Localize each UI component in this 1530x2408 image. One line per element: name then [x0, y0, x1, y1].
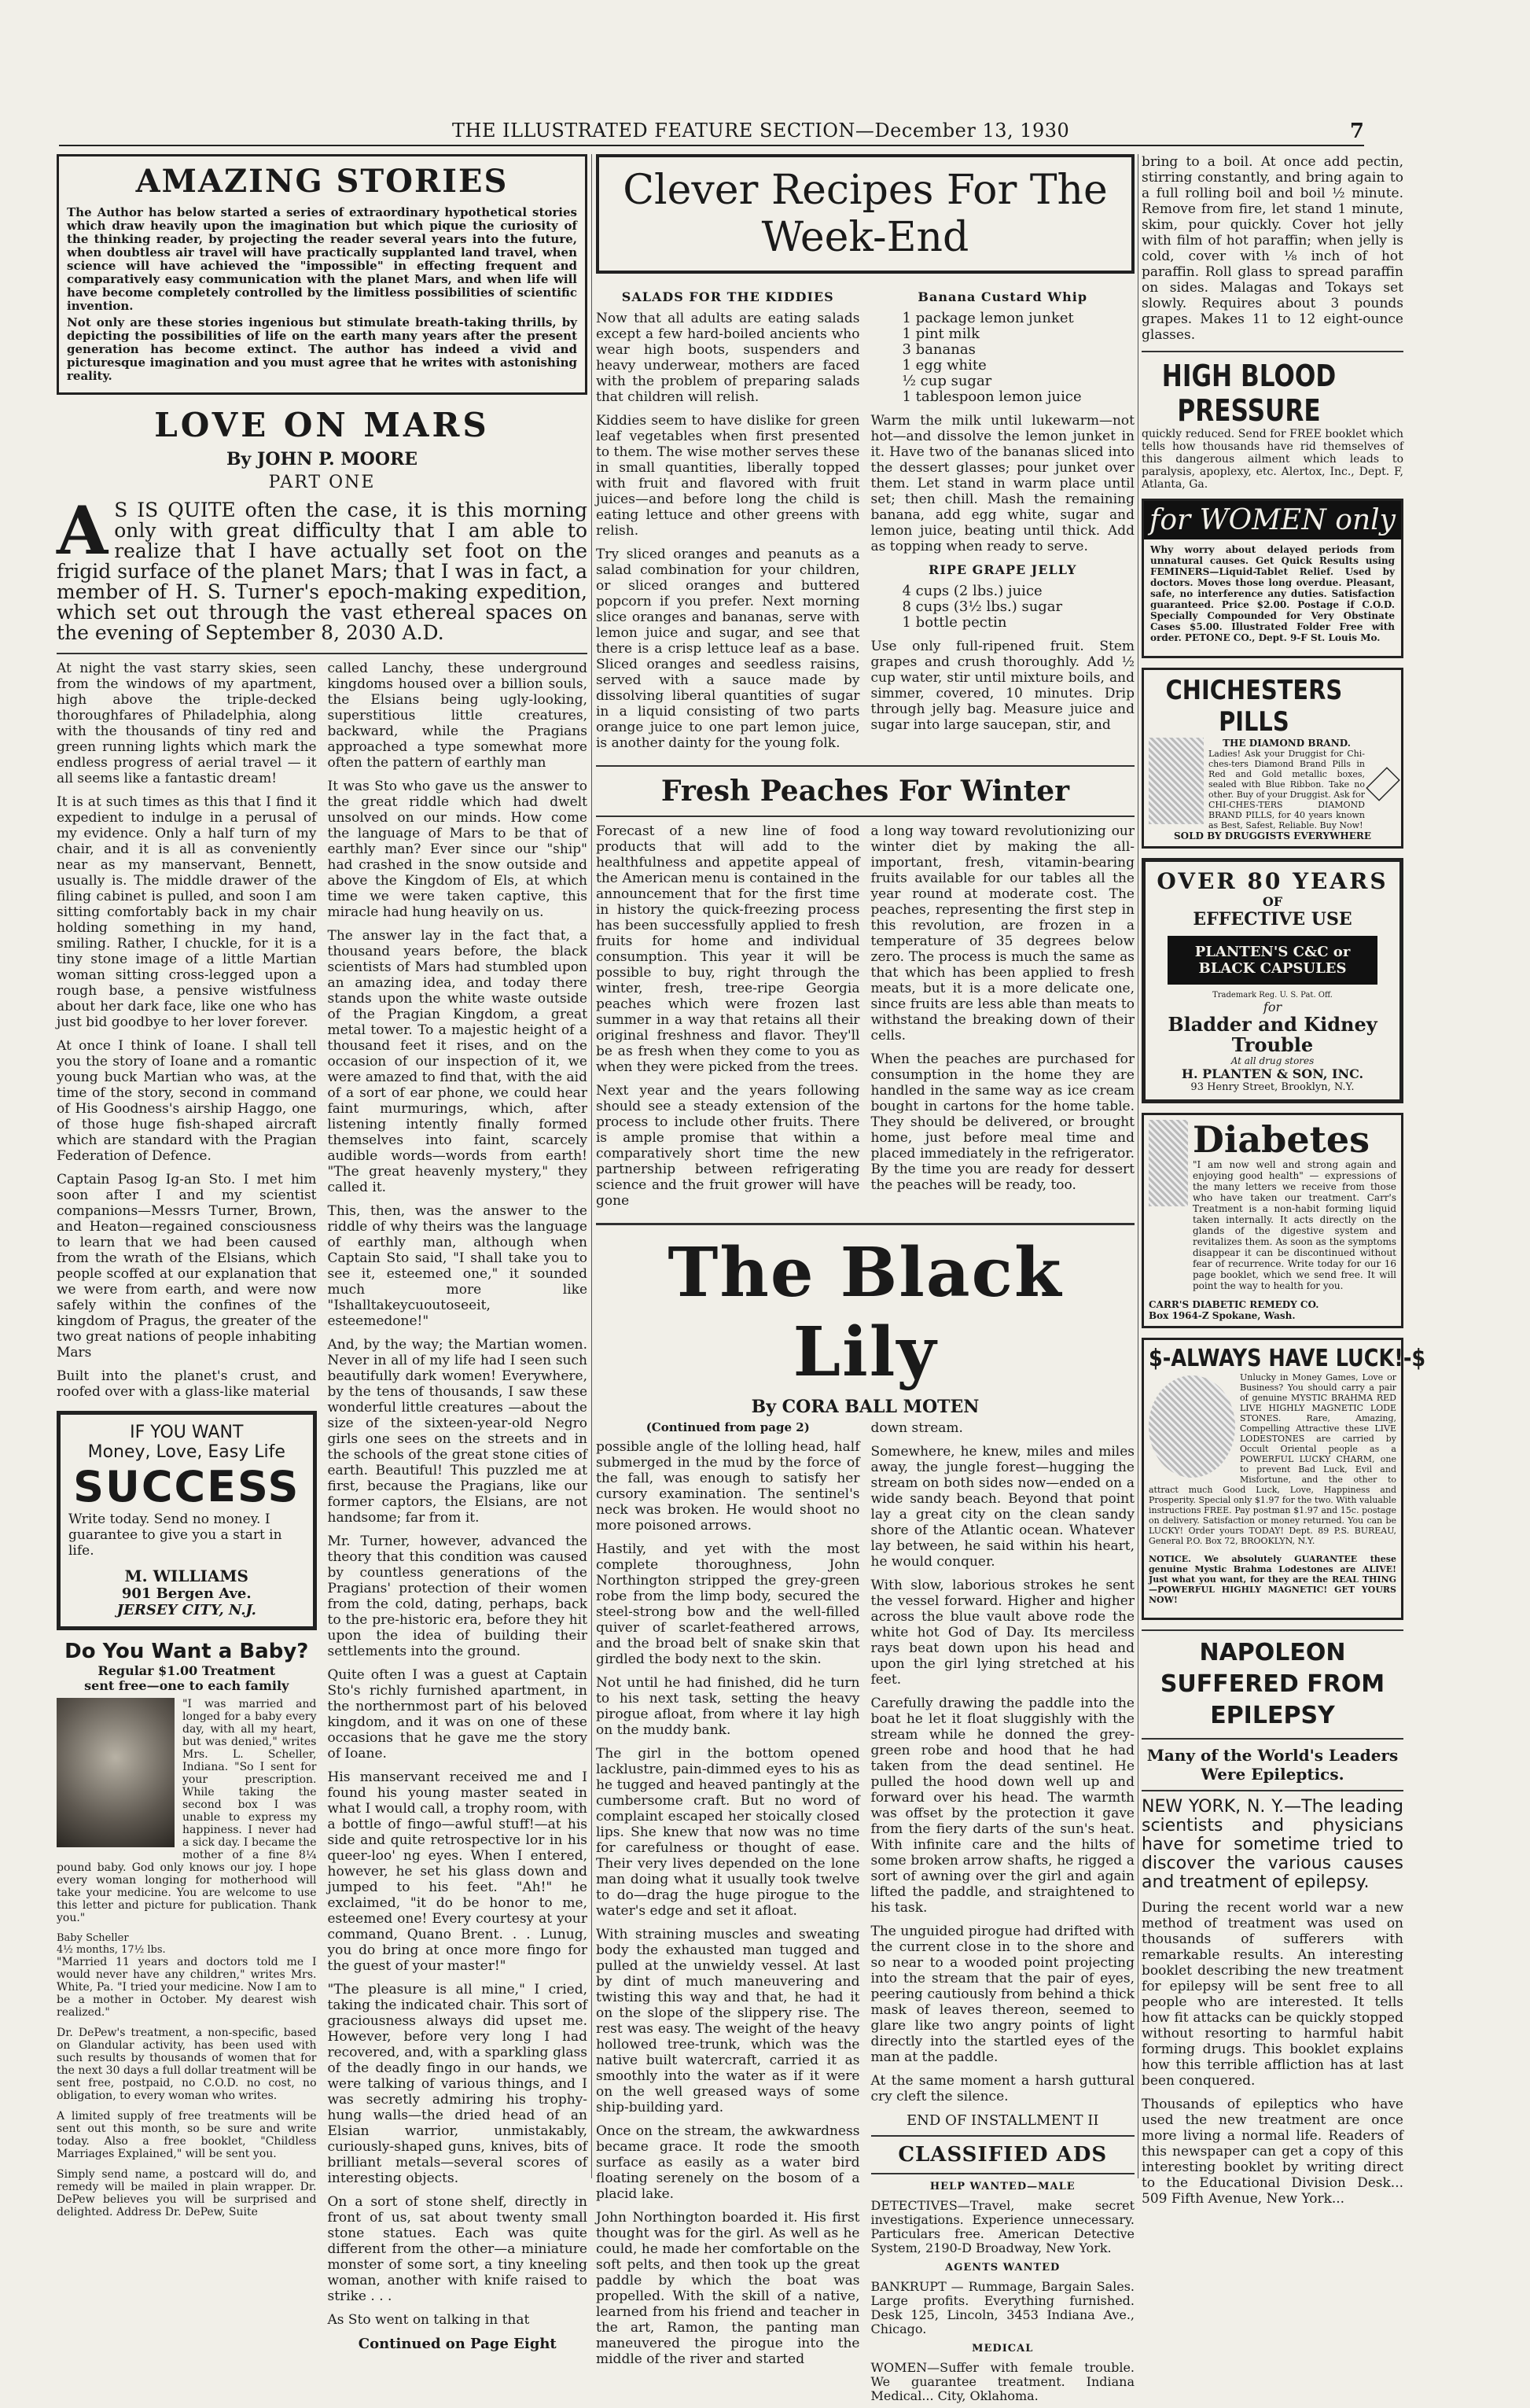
amazing-intro-2: Not only are these stories ingenious but stimulate breath-taking thrills, by depicting the possibilities of life on the earth many years after the present generation has become extinct. The author has indeed a vivid and picturesque imagination and you must agree that he writes with astonishing reality.: [67, 315, 577, 383]
diabetes-ad: [1142, 1113, 1403, 1328]
recipe-paragraph: Try sliced oranges and peanuts as a salad combination for your children, or sliced oranges and buttered popcorn if you prefer. Next morning slice oranges and bananas, serve with lemon juice and sugar, and see that there is a crisp lettuce leaf as a base. Sliced oranges and seedless raisins, served with a sauce made by dissolving liberal quantities of sugar in a liquid consisting of two parts orange juice to one part lemon juice, is another dainty for the young folk.: [596, 547, 860, 751]
classified-heading: HELP WANTED—MALE: [929, 2181, 1076, 2193]
baby-ad-p3: Dr. DePew's treatment, a non-specific, based on Glandular activity, has been used with such results by thousands of women that for the next 30 days a full dollar treatment will be sent free, postpaid, no C.O.D. no cost, no obligation, to every woman who writes.: [57, 2027, 317, 2102]
women-ad: [1142, 499, 1403, 658]
recipes-title: Clever Recipes For The Week-End: [623, 167, 1108, 261]
lily-left: [596, 1420, 860, 2408]
drop-cap: A: [57, 492, 108, 569]
diabetes-address: Box 1964-Z Spokane, Wash.: [1149, 1310, 1296, 1321]
baby-ad-p2: "Married 11 years and doctors told me I would never have any children," writes Mrs. White, Pa. "I tried your medicine. Now I am to be a mother in October. My dearest wish realized.": [57, 1956, 317, 2019]
story-paragraph: "The pleasure is all mine," I cried, taking the indicated chair. This sort of graciousness always did upset me. However, before very long I had recovered, and, with a sparkling glass of the deadly fingo in our hands, we were talking of various things, and I was secretly admiring his trophy-hung walls—the dried head of an Elsian warrior, unmistakably, curiously-shaped guns, knives, bits of brilliant metals—several scores of interesting objects.: [327, 1982, 587, 2186]
women-ad-text: Why worry about delayed periods from unnatural causes. Get Quick Results using FEMINERS—Liquid-Tablet Relief. Used by doctors. Moves those long overdue. Pleasant, safe, no interference any duties. Satisfaction guaranteed. Price $2.00. Postage if C.O.D. Specially Compounded for Very Obstinate Cases $5.00. Illustrated Folder Free with order. PETONE CO., Dept. 9-F St. Louis Mo.: [1150, 544, 1395, 643]
ingredient: 4 cups (2 lbs.) juice: [902, 583, 1043, 599]
story-paragraph: called Lanchy, these underground kingdoms housed over a billion souls, the Elsians being ugly-looking, superstitious little creatures, backward, while the Pragians approached a type somewhat more often the pattern of earthly man: [327, 661, 587, 771]
story-title: LOVE ON MARS: [154, 406, 490, 444]
chichesters-footer: SOLD BY DRUGGISTS EVERYWHERE: [1173, 830, 1372, 841]
success-ad-big: SUCCESS: [73, 1462, 300, 1511]
peaches-paragraph: a long way toward revolutionizing our winter diet by making the all-important, fresh, vitamin-bearing fruits available for our tables all the year round at moderate cost. The peaches, representing the first step in this revolution, are frozen in a temperature of 35 degrees below zero. The process is much the same as that which has been applied to fresh meats, but it is a more delicate one, since fruits are less able than meats to withstand the breaking down of their cells.: [870, 823, 1135, 1044]
baby-ad-sub1: Regular $1.00 Treatment: [97, 1663, 276, 1678]
blood-pressure-ad: [1142, 359, 1403, 491]
plantens-cure: Bladder and Kidney Trouble: [1168, 1013, 1377, 1056]
women-ad-title: for WOMEN only: [1144, 501, 1401, 539]
diabetes-title: Diabetes: [1193, 1118, 1370, 1161]
plantens-address: 93 Henry Street, Brooklyn, N.Y.: [1190, 1081, 1355, 1093]
peaches-paragraph: Forecast of a new line of food products that will add to the healthfulness and appetite appeal of the American menu is contained in the announcement that for the first time in history the quick-freezing process has been successfully applied to fresh fruits for home and individual consumption. This year it will be possible to buy, right through the winter, fresh, tree-ripe Georgia peaches which were frozen last summer in a way that retains all their original freshness and flavor. They'll be as fresh when they come to you as when they were picked from the trees.: [596, 823, 860, 1075]
story-paragraph: On a sort of stone shelf, directly in front of us, sat about twenty small stone statues. Each was quite different from the other—a miniature monster of some sort, a tiny kneeling woman, another with knife raised to strike . . .: [327, 2194, 587, 2304]
blood-pressure-title: HIGH BLOOD PRESSURE: [1161, 359, 1337, 428]
column-middle: [596, 154, 1135, 2403]
peaches-left: [596, 823, 860, 1217]
lily-title: The Black Lily: [668, 1233, 1063, 1392]
success-ad-address2: JERSEY CITY, N.J.: [116, 1602, 256, 1618]
plantens-ad: [1142, 858, 1403, 1103]
story-continued: Continued on Page Eight: [358, 2336, 557, 2352]
plantens-company: H. PLANTEN & SON, INC.: [1181, 1066, 1364, 1081]
lily-paragraph: Not until he had finished, did he turn to his next task, setting the heavy pirogue afloat, from where it lay high on the muddy bank.: [596, 1675, 860, 1738]
napoleon-paragraph: During the recent world war a new method of treatment was used on thousands of sufferers with remarkable results. An interesting booklet describing the new treatment for epilepsy will be sent free to all people who are interested. It tells how fit attacks can be quickly stopped without resorting to harmful habit forming drugs. This booklet explains how this terrible affliction has at last been conquered.: [1142, 1900, 1403, 2089]
baby-ad-sub2: sent free—one to each family: [84, 1678, 289, 1693]
story-paragraph: Built into the planet's crust, and roofed over with a glass-like material: [57, 1368, 317, 1400]
luck-text: Unlucky in Money Games, Love or Business? You should carry a pair of genuine MYSTIC BRAHMA RED LIVE HIGHLY MAGNETIC LODE STONES. Rare, Amazing, Compelling Attractive these LIVE LODESTONES are carried by Occult Oriental people as a POWERFUL LUCKY CHARM, one to prevent Bad Luck, Evil and Misfortune, and the other to attract much Good Luck, Love, Happiness and Prosperity. Special only $1.97 for the two. With valuable instructions FREE. Pay postman $1.97 and 15c. postage on delivery. Satisfaction or money returned. You can be LUCKY! Order yours TODAY! Dept. 89 P.S. BUREAU, General P.O. Box 72, BROOKLYN, N.Y.: [1149, 1372, 1396, 1546]
story-body-left: [57, 661, 317, 2352]
ingredient: 1 tablespoon lemon juice: [902, 388, 1082, 405]
success-ad-body: Write today. Send no money. I guarantee to give you a start in life.: [68, 1511, 282, 1559]
peaches-right: [871, 823, 1135, 1217]
jelly-continued-text: bring to a boil. At once add pectin, stirring constantly, and bring again to a full rolling boil and boil ½ minute. Remove from fire, let stand 1 minute, skim, pour quickly. Cover hot jelly with film of hot paraffin; when jelly is cold, cover with ⅛ inch of hot paraffin. Roll glass to spread paraffin on sides. Malagas and Tokays set slowly. Requires about 3 pounds grapes. Makes 11 to 12 eight-ounce glasses.: [1142, 154, 1403, 343]
recipes-body: [596, 283, 1135, 759]
diamond-icon: [1366, 767, 1400, 801]
lily-continued: (Continued from page 2): [645, 1420, 810, 1434]
baby-ad-p4: A limited supply of free treatments will be sent out this month, so be sure and write today. Also a free booklet, "Childless Marriages Explained," will be sent you.: [57, 2110, 317, 2160]
story-paragraph: Mr. Turner, however, advanced the theory that this condition was caused by countless generations of the Pragians' protection of their women from the cold, dating, perhaps, back to the pre-historic era, before they hit upon the idea of building their settlements into the ground.: [327, 1534, 587, 1659]
napoleon-lead: NEW YORK, N. Y.—The leading scientists and physicians have for sometime tried to discover the various causes and treatment of epilepsy.: [1142, 1797, 1403, 1892]
lily-end: END OF INSTALLMENT II: [907, 2112, 1099, 2129]
lily-body: [596, 1420, 1135, 2408]
diabetes-text: "I am now well and strong again and enjoying good health" — expressions of the many letters we receive from those who have taken our treatment. Carr's Treatment is a non-habit forming liquid taken internally. It acts directly on the glands of the digestive system and revitalizes them. As soon as the symptoms disappear it can be discontinued without fear of recurrence. Write today for our 16 page booklet, which we send free. It will point the way to health for you.: [1193, 1159, 1396, 1291]
ingredient: 1 pint milk: [902, 326, 980, 342]
ingredient: 8 cups (3½ lbs.) sugar: [902, 598, 1063, 615]
story-paragraph: His manservant received me and I found his young master seated in what I would call, a trophy room, with a bottle of fingo—awful stuff!—at his side and quite retrospective lor in his queer-loo' ng eyes. When I entered, however, he set his glass down and jumped to his feet. "Ah!" he exclaimed, "it do be honor to me, esteemed one! Every courtesy at your command, Quano Brent. . . Lunug, you do bring at once more fingo for the guest of your master!": [327, 1769, 587, 1974]
woman-portrait: [1149, 738, 1204, 824]
column-right: [1142, 154, 1426, 2207]
plantens-stores: At all drug stores: [1230, 1055, 1315, 1066]
jelly-text: Use only full-ripened fruit. Stem grapes and crush thoroughly. Add ½ cup water, stir until mixture boils, and simmer, covered, 10 minutes. Drip through jelly bag. Measure juice and sugar into large saucepan, stir, and: [870, 639, 1135, 733]
baby-ad: [57, 1640, 317, 2218]
ingredient: 1 egg white: [902, 357, 987, 374]
peaches-title: Fresh Peaches For Winter: [660, 775, 1070, 808]
story-paragraph: It was Sto who gave us the answer to the great riddle which had dwelt unsolved on our minds. How come the language of Mars to be that of earthly man? Ever since our "ship" had crashed in the snow outside and above the Kingdom of Els, at which time we were taken captive, this miracle had hung heavily on us.: [327, 779, 587, 920]
story-lede: [57, 492, 587, 644]
lily-paragraph: The girl in the bottom opened lacklustre, pain-dimmed eyes to his as he tugged and heaved pantingly at the cumbersome craft. But no word of complaint escaped her stoically closed lips. She knew that now was no time for carefulness or thought of ease. Their very lives depended on the lone man doing what it usually took twelve to do—drag the huge pirogue to the water's edge and set it afloat.: [596, 1746, 860, 1919]
classified-heading: MEDICAL: [972, 2343, 1034, 2355]
chichesters-title: CHICHESTERS PILLS: [1165, 675, 1343, 738]
page-header: [59, 120, 1364, 146]
plantens-sub: OF: [1262, 894, 1283, 909]
luck-notice: NOTICE. We absolutely GUARANTEE these genuine Mystic Brahma Lodestones are ALIVE! Just what you want, for they are the REAL THING—POWERFUL HIGHLY MAGNETIC! GET YOURS NOW!: [1149, 1554, 1396, 1605]
baby-ad-title: Do You Want a Baby?: [64, 1640, 309, 1663]
recipes-right: [871, 283, 1135, 759]
classified-item: WOMEN—Suffer with female trouble. We guarantee treatment. Indiana Medical... City, Oklahoma.: [870, 2360, 1135, 2403]
lily-right: [871, 1420, 1135, 2408]
amazing-stories-box: [57, 154, 587, 395]
recipes-left: [596, 283, 860, 759]
napoleon-article: [1142, 1637, 1403, 2207]
baby-ad-p5: Simply send name, a postcard will do, and remedy will be mailed in plain wrapper. Dr. DePew believes you will be surprised and delighted. Address Dr. DePew, Suite: [57, 2168, 317, 2218]
classified-title: CLASSIFIED ADS: [898, 2143, 1108, 2167]
story-part: PART ONE: [268, 473, 376, 492]
story-paragraph: Captain Pasog Ig-an Sto. I met him soon after I and my scientist companions—Messrs Turner, Brown, and Heaton—regained consciousness to learn that we had been caused from the wrath of the Elsians, which people scoffed at our explanation that we were from earth, and were now safely within the confines of the kingdom of Pragus, the greater of the two great nations of people inhabiting Mars: [57, 1172, 317, 1360]
amazing-stories-title: AMAZING STORIES: [135, 163, 509, 200]
ingredient: 1 package lemon junket: [902, 310, 1074, 326]
page-number: 7: [1349, 120, 1364, 143]
plantens-tm: Trademark Reg. U. S. Pat. Off.: [1212, 991, 1333, 1000]
story-paragraph: As Sto went on talking in that: [327, 2312, 530, 2328]
chichesters-sub: THE DIAMOND BRAND.: [1223, 738, 1351, 749]
lily-paragraph: John Northington boarded it. His first thought was for the girl. As well as he could, he made her comfortable on the soft pelts, and then took up the great paddle by which the boat was propelled. With the skill of a native, learned from his friend and teacher in the art, Ramon, the panting man maneuvered the pirogue into the middle of the river and started: [596, 2210, 860, 2367]
bottle-icon: [1149, 1120, 1188, 1206]
baby-photo: [57, 1698, 175, 1847]
plantens-line: EFFECTIVE USE: [1193, 909, 1352, 930]
recipes-title-box: [596, 154, 1135, 274]
baby-caption-1: Baby Scheller: [57, 1932, 129, 1944]
classified-item: DETECTIVES—Travel, make secret investigations. Experience unnecessary. Particulars free. American Detective System, 2190-D Broadway, New York.: [870, 2198, 1135, 2255]
story-paragraph: At night the vast starry skies, seen from the windows of my apartment, high above the triple-decked thoroughfares of Philadelphia, along with the thousands of tiny red and green running lights which mark the endless progress of aerial travel — it all seems like a fantastic dream!: [57, 661, 317, 786]
lily-paragraph: Somewhere, he knew, miles and miles away, the jungle forest—hugging the stream on both sides now—ended on a wide sandy beach. Beyond that point lay a great city on the clean sandy shore of the Atlantic ocean. Whatever lay between, he said within his heart, he would conquer.: [870, 1444, 1135, 1570]
luck-ad: [1142, 1338, 1426, 1620]
napoleon-title: NAPOLEON SUFFERED FROM EPILEPSY: [1160, 1639, 1385, 1729]
recipe-paragraph: Now that all adults are eating salads except a few hard-boiled ancients who wear high boots, suspenders and heavy underwear, mothers are faced with the problem of preparing salads that children will relish.: [596, 311, 860, 405]
lily-paragraph: With straining muscles and sweating body the exhausted man tugged and pulled at the unwieldy vessel. At last by dint of much maneuvering and twisting this way and that, he had it on the slope of the slippery rise. The rest was easy. The weight of the heavy hollowed tree-trunk, which was the native built watercraft, carried it as smoothly into the water as if it were on the well greased ways of some ship-building yard.: [596, 1927, 860, 2115]
story-body: [57, 661, 587, 2352]
peaches-body: [596, 823, 1135, 1217]
column-left: [57, 154, 587, 2352]
lily-paragraph: Carefully drawing the paddle into the boat he let it float sluggishly with the stream while he donned the grey-green robe and hood that he had taken from the dead sentinel. He pulled the hood down well up and forward over his head. The warmth was offset by the protection it gave from the fiery darts of the sun's heat. With infinite care and the hilts of some broken arrow shafts, he rigged a sort of awning over the girl and again lifted the paddle, and straightened to his task.: [870, 1696, 1135, 1916]
chichesters-ad: [1142, 668, 1403, 849]
story-paragraph: Quite often I was a guest at Captain Sto's richly furnished apartment, in the northernmost part of his beloved kingdom, and it was on one of these occasions that he gave me the story of Ioane.: [327, 1667, 587, 1762]
amazing-intro: The Author has below started a series of extraordinary hypothetical stories which draw heavily upon the imagination but which pique the curiosity of the thinking reader, by projecting the reader several years into the future, when doubtless air travel will have practically supplanted land travel, when science will have achieved the "impossible" in effecting frequent and comparatively easy communication with the planet Mars, and when life will have become completely controlled by the limitless possibilities of scientific invention.: [67, 205, 577, 313]
lily-paragraph: The unguided pirogue had drifted with the current close in to the shore and so near to a wooded point projecting into the stream that the pair of eyes, peering cautiously from behind a thick mask of leaves thereon, seemed to glare like two angry points of light directly into the startled eyes of the man at the paddle.: [870, 1924, 1135, 2065]
recipe-paragraph: Kiddies seem to have dislike for green leaf vegetables when first presented to them. The wise mother serves these in small quantities, liberally topped with fruit and flavored with fruit juices—and before long the child is eating lettuce and other greens with relish.: [596, 413, 860, 539]
plantens-for: for: [1263, 1000, 1282, 1014]
column-rule: [591, 154, 592, 2178]
success-ad-name: M. WILLIAMS: [124, 1567, 248, 1585]
peaches-paragraph: When the peaches are purchased for consumption in the home they are handled in the same way as ice cream bought in cartons for the home table. They should be delivered, or brought home, just before meal time and placed immediately in the refrigerator. By the time you are ready for dessert the peaches will be ready, too.: [870, 1051, 1135, 1193]
chichesters-text: Ladies! Ask your Druggist for Chi-ches-ters Diamond Brand Pills in Red and Gold metallic boxes, sealed with Blue Ribbon. Take no other. Buy of your Druggist. Ask for CHI-CHES-TERS DIAMOND BRAND PILLS, for 40 years known as Best, Safest, Reliable. Buy Now!: [1208, 749, 1365, 830]
story-paragraph: This, then, was the answer to the riddle of why theirs was the language of earthly man, although when Captain Sto said, "I shall take you to see it, esteemed one," it sounded much more like "Ishalltakeycuoutoseeit, esteemedone!": [327, 1203, 587, 1329]
luck-title: $-ALWAYS HAVE LUCK!-$: [1149, 1345, 1426, 1372]
story-byline: By JOHN P. MOORE: [226, 449, 418, 469]
story-paragraph: And, by the way; the Martian women. Never in all of my life had I seen such beautifully dark women! Everywhere, by the tens of thousands, I saw these wonderful little creatures —about the size of the sixteen-year-old Negro girls one sees on the streets and in the schools of the great stone cities of earth. Beautiful! This puzzled me at first, because the Pragians, like our former captors, the Elsians, are not handsome; far from it.: [327, 1337, 587, 1526]
lily-paragraph: Hastily, and yet with the most complete thoroughness, John Northington stripped the grey-green robe from the limp body, secured the steel-strong bow and the well-filled quiver of scarlet-feathered arrows, and the broad belt of snake skin that girdled the body next to the skin.: [596, 1541, 860, 1667]
plantens-brand: PLANTEN'S C&C or BLACK CAPSULES: [1168, 936, 1377, 985]
lily-byline: By CORA BALL MOTEN: [751, 1397, 980, 1417]
custard-text: Warm the milk until lukewarm—not hot—and dissolve the lemon junket in it. Have two of the bananas sliced into the dessert glasses; pour junket over them. Let stand in warm place until set; then chill. Mash the remaining banana, add egg white, sugar and lemon juice, beating until thick. Add as topping when ready to serve.: [870, 413, 1135, 554]
napoleon-sub: Many of the World's Leaders Were Epileptics.: [1146, 1746, 1399, 1784]
classified-item: BANKRUPT — Rummage, Bargain Sales. Large profits. Everything furnished. Desk 125, Lincoln, 3453 Indiana Ave., Chicago.: [870, 2279, 1135, 2336]
ingredient: 1 bottle pectin: [902, 614, 1007, 631]
baby-caption: [57, 1932, 317, 1956]
blood-pressure-text: quickly reduced. Send for FREE booklet which tells how thousands have rid themselves of this dangerous ailment which leads to paralysis, apoplexy, etc. Alertox, Inc., Dept. F, Atlanta, Ga.: [1142, 428, 1403, 491]
success-ad-address1: 901 Bergen Ave.: [121, 1585, 252, 1602]
peaches-paragraph: Next year and the years following should see a steady extension of the process to include other fruits. There is ample promise that within a comparatively short time the new partnership between refrigerating science and the fruit grower will have gone: [596, 1083, 860, 1209]
story-body-right: [328, 661, 588, 2352]
jelly-ingredients: [903, 584, 1135, 631]
lily-paragraph: down stream.: [870, 1420, 963, 1436]
story-paragraph: It is at such times as this that I find it expedient to indulge in a perusal of my evidence. Only a half turn of my chair, and it is all as conveniently near as my manservant, Bennett, usually is. The middle drawer of the filing cabinet is pulled, and soon I am sitting comfortably back in my chair holding something in my hand, smiling. Rather, I chuckle, for it is a tiny stone image of a little Martian woman sitting cross-legged upon a rough base, a pensive wistfulness about her dark face, like one who has just bid goodbye to her lover forever.: [57, 794, 317, 1030]
napoleon-paragraph: Thousands of epileptics who have used the new treatment are once more living a normal life. Readers of this newspaper can get a copy of this interesting booklet by writing direct to the Educational Division Desk... 509 Fifth Avenue, New York...: [1142, 2097, 1403, 2207]
success-ad-line1: IF YOU WANT: [130, 1423, 244, 1442]
lily-paragraph: At the same moment a harsh guttural cry cleft the silence.: [870, 2073, 1135, 2104]
success-ad: [57, 1411, 317, 1630]
diabetes-company: CARR'S DIABETIC REMEDY CO.: [1149, 1299, 1319, 1310]
story-paragraph: At once I think of Ioane. I shall tell you the story of Ioane and a romantic young buck Martian who was, at the time of the story, second in command of His Goodness's airship Haggo, one of those huge fish-shaped aircraft which are standard with the Pragian Federation of Defence.: [57, 1038, 317, 1164]
lily-paragraph: With slow, laborious strokes he sent the vessel forward. Higher and higher across the blue vault above rode the white hot God of Day. Its merciless rays beat down upon his head and upon the girl lying stretched at his feet.: [870, 1578, 1135, 1688]
baby-ad-quote: "I was married and longed for a baby every day, with all my heart, but was denied," writes Mrs. L. Scheller, Indiana. "So I sent for your prescription. While taking the second box I was unable to express my happiness. I never had a sick day. I became the mother of a fine 8¼ pound baby. God only knows our joy. I hope every woman longing for motherhood will take your medicine. You are welcome to use this letter and picture for publication. Thank you.": [57, 1698, 317, 1924]
plantens-top: OVER 80 YEARS: [1157, 868, 1388, 894]
custard-heading: Banana Custard Whip: [918, 289, 1088, 304]
lily-paragraph: Once on the stream, the awkwardness became grace. It rode the smooth surface as easily as a water bird floating serenely on the bosom of a placid lake.: [596, 2123, 860, 2202]
jelly-heading: RIPE GRAPE JELLY: [929, 562, 1077, 577]
lodestone-icon: [1149, 1375, 1235, 1478]
page-header-title: THE ILLUSTRATED FEATURE SECTION—December 13, 1930: [452, 120, 1070, 142]
ingredient: 3 bananas: [902, 341, 976, 358]
baby-caption-2: 4½ months, 17½ lbs.: [57, 1944, 166, 1956]
success-ad-line2: Money, Love, Easy Life: [87, 1442, 285, 1462]
ingredient: ½ cup sugar: [902, 373, 992, 389]
custard-ingredients: [903, 311, 1135, 405]
story-lede-text: S IS QUITE often the case, it is this morning only with great difficulty that I am able to realize that I have actually set foot on the frigid surface of the planet Mars; that I was in fact, a member of H. S. Turner's epoch-making expedition, which set out through the vast ethereal spaces on the evening of September 8, 2030 A.D.: [57, 499, 587, 644]
classified-heading: AGENTS WANTED: [945, 2262, 1061, 2274]
salads-heading: SALADS FOR THE KIDDIES: [621, 289, 834, 304]
story-paragraph: The answer lay in the fact that, a thousand years before, the black scientists of Mars had stumbled upon an amazing idea, and today there stands upon the white waste outside of the Pragian Kingdom, a great metal tower. To a majestic height of a thousand feet it rises, and on the occasion of our inspection of it, we were amazed to find that, with the aid of a sort of ear phone, we could hear faint murmurings, which, after listening intently finally formed themselves into faint, scarcely audible words—words from earth! "The great heavenly mystery," they called it.: [327, 928, 587, 1195]
lily-paragraph: possible angle of the lolling head, half submerged in the mud by the force of the fall, was enough to satisfy her cursory examination. The sentinel's neck was broken. He would shoot no more poisoned arrows.: [596, 1439, 860, 1534]
